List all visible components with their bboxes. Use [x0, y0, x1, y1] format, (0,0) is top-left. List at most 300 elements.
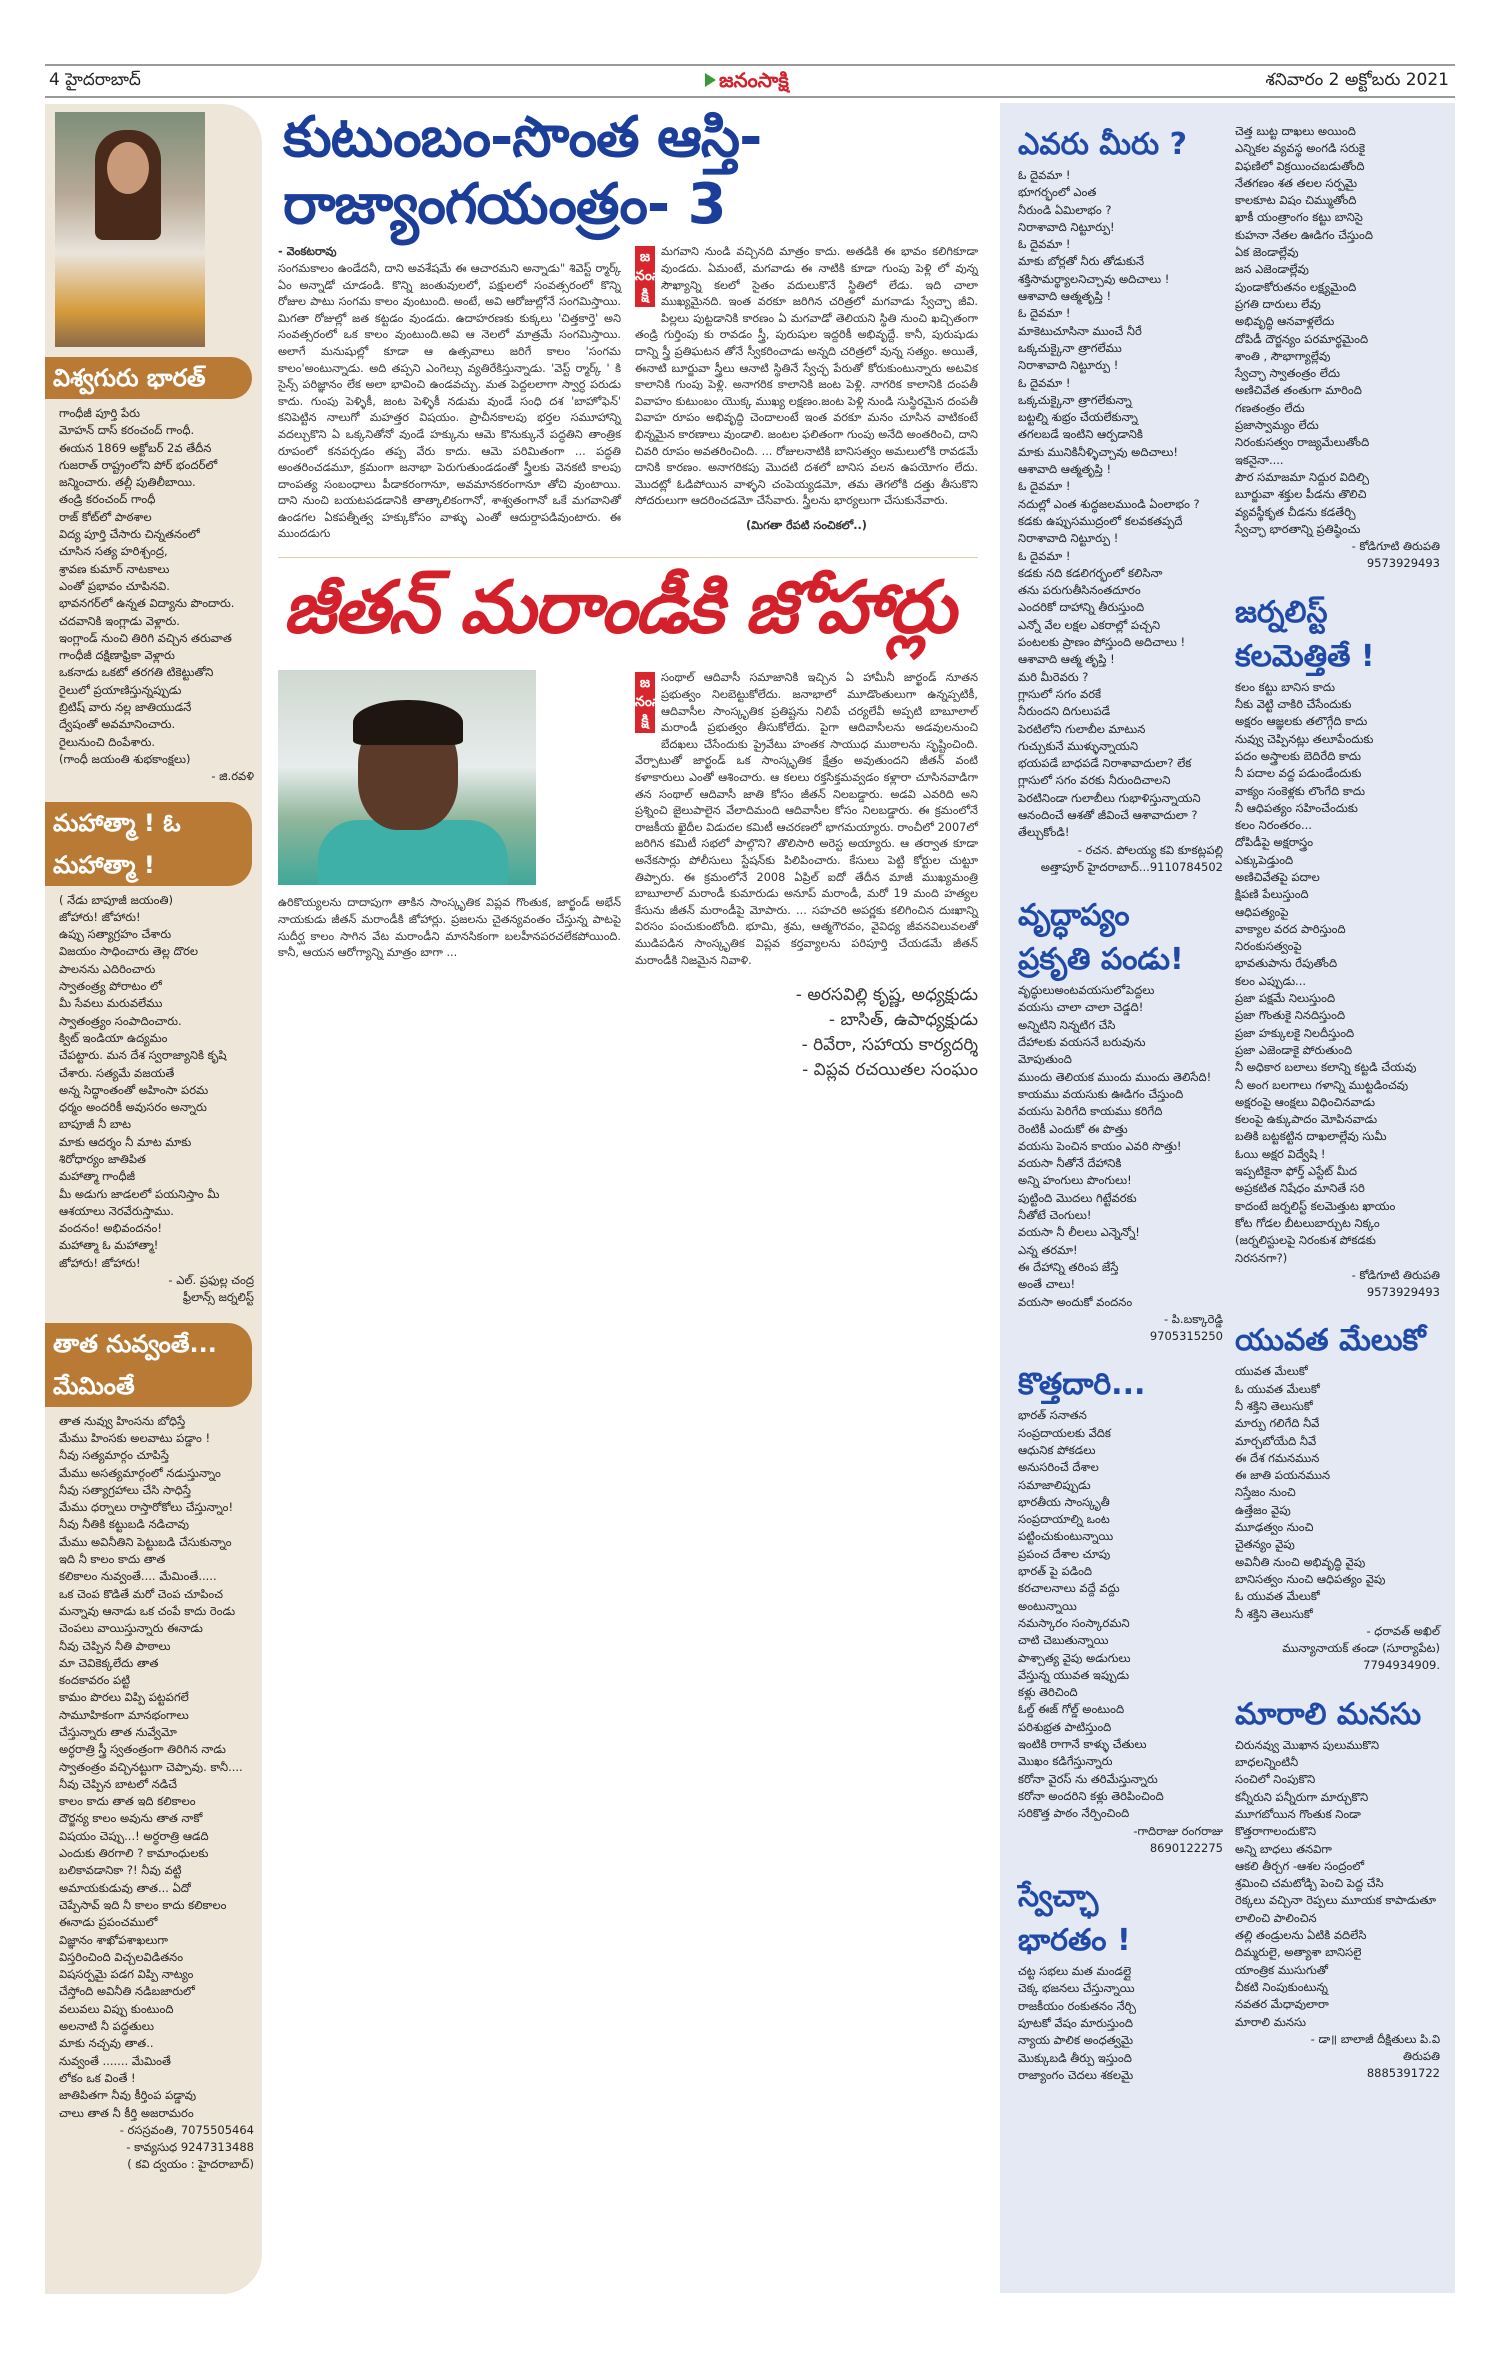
article2-column-2	[635, 670, 978, 1083]
poem-line: నీ ఆధిపత్యం సహించేందుకు	[1235, 800, 1358, 815]
poem-title: మారాలి మనసు	[1235, 1696, 1422, 1732]
poem-author: -గాదిరాజు రంగరాజు	[1133, 1823, 1223, 1838]
poem-line: మాకు నచ్చవు తాత..	[59, 2036, 154, 2051]
poem-line: సంచిలో నింపుకొని	[1235, 1772, 1316, 1787]
poem-line: గుచ్చుకునే ముళ్ళున్నాయని	[1018, 738, 1139, 753]
poem-title: ఎవరు మీరు ?	[1018, 127, 1188, 162]
poem-line: అప్రకటిత నిషేధం మానితే సరి	[1235, 1181, 1365, 1196]
poem-line: మాకెటుచూసినా ముంచే నీరే	[1018, 323, 1142, 338]
poem-line: శక్తిసామర్థ్యాలనిచ్చావు అదిచాలు !	[1018, 271, 1170, 286]
poem-line: బ్రిటిష్ వారు నల్ల జాతియుడనే	[59, 700, 192, 715]
poem-line: మేము ధర్నాలు రాస్తారోకోలు చేస్తున్నాం!	[59, 1500, 234, 1515]
poem-line: ( నేడు బాపూజీ జయంతి)	[59, 892, 173, 907]
poem-line: స్వేచ్ఛా స్వాతంత్రం లేదు	[1235, 366, 1341, 381]
poem-line: కాయము వయసుకు ఊడిగం చేస్తుంది	[1018, 1086, 1184, 1101]
poem-line: శిరోధార్యం జాతిపిత	[59, 1151, 146, 1166]
signature: - రివేరా, సహాయ కార్యదర్శి	[801, 1035, 978, 1056]
poem-line: లాలించి పాలించిన	[1235, 1910, 1317, 1925]
poem-line: మన్నావు ఆనాడు ఒక చంపే కాదు రెండు	[59, 1603, 236, 1618]
poem-line: న్యాయ పాలిక అంధత్వమై	[1018, 2033, 1134, 2048]
poem-line: పుండాకోరుతనం లక్ష్యమైంది	[1235, 279, 1357, 294]
poem-line: విషసర్పమై పడగ విప్పి నాట్యం	[59, 1967, 194, 1982]
poem-line: భారత్ పై పడింది	[1018, 1564, 1093, 1579]
poem-line: ప్రజా పక్షమే నిలుస్తుంది	[1235, 991, 1336, 1006]
poem-line: వయసా నీ లీలలు ఎన్నెన్నో!	[1018, 1225, 1140, 1240]
poem-author: - డా॥ బాలాజీ దీక్షితులు పి.వి	[1310, 2031, 1440, 2046]
poem-line: రాజ్యాంగం చెదలు శకలమై	[1018, 2067, 1134, 2082]
poem-line: మరి మీరెవరు ?	[1018, 669, 1089, 684]
article1-text-2: మగవాని నుండి వచ్చినది మాత్రం కాదు. అతడికి ఈ భావం కలిగికూడా వుండదు. ఏమంటే, మగవాడు ఈ నాటికి కూడా గుంపు పెళ్లి లో వున్న సౌఖ్యాన్ని కలలో సైతం వదులుకొనే స్థితిలో లేడు. ఇది చాలా ముఖ్యమైనది. ఇంత వరకూ జరిగిన చరిత్రలో మగవాడు స్వేచ్ఛా జీవి. పిల్లలు పుట్టడానికి కారణం ఏ మగవాడో తెలియని స్థితి నుంచి ఖచ్చితంగా తండ్రి గుర్తింపు కు రావడం స్త్రీ, పురుషుల ఇద్దరికీ అభివృద్దే. కానీ, పురుషుడు దాన్ని స్త్రీ ప్రతిఘటన తోనే స్వీకరించాడు అన్నది చరిత్రలో వున్న సత్యం. అయితే, ఈనాటి బూర్జువా స్త్రీలు ఆనాటి స్థితినే స్వేచ్ఛ పేరుతో కోరుకుంటున్నారు అటవిక కాలానికి గుంపు పెళ్లి. అనాగరిక కాలానికి జంట పెళ్లి. నాగరిక కాలానికి దంపతీ వివాహం కుటుంబం యొక్క ముఖ్య లక్షణం.జంట పెళ్లి నుండి సుస్థిరమైన దంపతీ వివాహ రూపం అభివృద్ధి చెందాలంటే ఇంత వరకూ మనం చూసిన వాటికంటే భిన్నమైన కారణాలు వుండాలి. జంటల ఫలితంగా గుంపు అనేది అంతరించి, దాని చివరి రూపం అవతరించింది. ... రోజులనాటికి బానిసత్వం అమలులోకి రావడమే దానికి కారణం. అనాగరికపు మొదటి దశలో బానిస వలన ఉపయోగం లేదు. మొదట్లో ఓడిపోయిన వాళ్ళని చంపెయ్యడమో, తమ తెగలోకి దత్తు తీసుకొని సోదరులుగా ఆదరించడమో చేసేవారు. స్త్రీలను భార్యలుగా చేసుకునేవారు.	[635, 245, 978, 508]
signature: - అరసవిల్లి కృష్ణ, అధ్యక్షుడు	[795, 985, 978, 1006]
poem-author: ( కవి ద్వయం : హైదరాబాద్)	[127, 2157, 254, 2172]
poem-line: చెప్పేసావ్ ఇది నీ కాలం కాదు కలికాలం	[59, 1897, 227, 1912]
poem-line: కలం నిరంతరం...	[1235, 818, 1312, 833]
signature: - బాసిత్, ఉపాధ్యక్షుడు	[828, 1010, 978, 1031]
poem-line: నమస్కారం సంస్కారమని	[1018, 1615, 1130, 1630]
poem-line: అంటున్నాయి	[1018, 1598, 1077, 1613]
poem-line: రాజకీయం రంకుతనం నేర్చి	[1018, 1998, 1136, 2013]
poem-line: బానిసత్వం నుంచి ఆధిపత్యం వైపు	[1235, 1571, 1386, 1586]
poem-block	[1018, 123, 1223, 876]
poem-line: చేశారు. సత్యమే వజయతే	[59, 1065, 175, 1080]
poem-line: చెంపలు వాయిస్తున్నారు ఈనాడు	[59, 1621, 203, 1636]
poem-line: నీవు సత్యమార్గం చూపిస్తే	[59, 1448, 169, 1463]
poem-line: ఆశయాలు నెరవేరుస్తాము.	[59, 1203, 174, 1218]
article2-text-2: సంథాల్ ఆదివాసీ సమాజానికి ఇచ్చిన ఏ హామీనీ జార్ఖండ్ నూతన ప్రభుత్వం నిలబెట్టుకోలేదు. జనాభాలో మూడొంతులుగా ఉన్నప్పటికీ, ఆదివాసీల సాంస్కృతిక ప్రతిష్టను నిలిపే చర్యలేవీ అప్పటి బాబూలాల్ మరాండీ ప్రభుత్వం తీసుకోలేదు. పైగా ఆదివాసీలను అడవులనుంచి బేదఖలు చేసేందుకు ప్రైవేటు హంతక సాయుధ ముఠాలను సృష్టించింది. వేర్పాటుతో జార్ఖండ్ ఒక సాంస్కృతిక క్షేత్రం అవుతుందని జీతన్ వంటి కళాకారులు ఎంతో ఆశించారు. ఆ కలలు రక్తసిక్తమవ్వడం కళ్లారా చూసినవాడిగా తన సంథాల్ ఆదివాసీ జాతి కోసం జీతన్ నిలబడ్డారు. అడవి ఎవరిది అని ప్రశ్నించి జైలుపాలైన వేలాదిమంది ఆదివాసీల కోసం నిలబడ్డారు. ఈ క్రమంలోనే రాజకీయ ఖైదీల విడుదల కమిటీ ఆచరణలో భాగమయ్యారు. రాంచీలో 2007లో జరిగిన కమిటీ సభలో పాల్గొని? తొలిసారి అరెస్ట అయ్యారు. ఆ తర్వాత కూడా అనేకసార్లు పోలీసులు స్టేషన్‌కు పిలిపించారు. కేసులు పెట్టి కోర్టుల చుట్టూ తిప్పారు. ఈ క్రమంలోనే 2008 ఏప్రిల్ ఐదో తేదీన మాజీ ముఖ్యమంత్రి బాబూలాల్ మరాండీ కుమారుడు అనూప్ మరాండీ, మరో 19 మంది హత్యల కేసును జీతన్ మరాండీపై మోపారు. ... సహచరి అపర్ణకు కలిగించిన దుఃఖాన్ని విరసం పంచుకుంటోంది. భూమి, శ్రమ, ఆత్మగౌరవం, వైవిధ్య జీవనవిలువలతో ముడిపడిన సాంస్కృతిక విప్లవ కర్తవ్యాలను పరిపూర్తి చేయడమే జీతన్ మరాండీకి నిజమైన నివాళి.	[635, 671, 978, 967]
poem-line: కందకావరం పట్టి	[59, 1673, 131, 1688]
poem-line: యాంత్రిక ముసుగుతో	[1235, 1962, 1328, 1977]
poem-line: కామం పొరలు విప్పి పట్టపగలే	[59, 1690, 189, 1705]
logo-arrow-icon	[705, 73, 716, 87]
poem-line: ఆశావాది ఆత్మతృప్తి !	[1018, 289, 1112, 304]
poem-author: తిరుపతి	[1403, 2049, 1440, 2064]
poem-line: అన్ని బాధలు తనవిగా	[1235, 1841, 1332, 1856]
article1-headline: కుటుంబం-సొంత ఆస్తి- రాజ్యాంగయంత్రం- 3	[283, 105, 762, 238]
poem-title: ప్రకృతి పండు!	[1018, 942, 1184, 978]
poem-line: బాపూజీ నీ బాట	[59, 1117, 132, 1132]
poem-line: స్వేచ్ఛా భారతాన్ని ప్రతిష్ఠించు	[1235, 521, 1361, 536]
poem-author: 9573929493	[1366, 1285, 1440, 1300]
poem-line: ఇకనైనా....	[1235, 452, 1284, 467]
poem-line: మోహన్ దాస్ కరంచంద్ గాంధీ.	[59, 423, 195, 438]
poem-line: ఓ దైవమా !	[1018, 548, 1071, 563]
poem-author: - రచన. పోలయ్య కవి కూకట్లపల్లి	[1077, 842, 1223, 857]
poem-line: ముందు తెలియక ముందు ముందు తెలిసేది!	[1018, 1069, 1212, 1084]
poem-line: దోపిడీపై అక్షరాస్త్రం	[1235, 835, 1314, 850]
poem-line: నీ అంగ బలగాలు గళాన్ని ముట్టడించవు	[1235, 1077, 1409, 1092]
poem-line: మార్పు గలిగేది నీవే	[1235, 1416, 1320, 1431]
poem-line: నీతోటే చెంగులు!	[1018, 1208, 1092, 1223]
poem-line: రెక్కలు వచ్చినా రెప్పలు మూయక కాపాడుతూ	[1235, 1893, 1437, 1908]
poem-line: ఒకనాడు ఒకటో తరగతి టికెట్టుతోని	[59, 665, 214, 680]
poem-block	[1235, 591, 1440, 1302]
poem-line: ఆధునిక పోకడలు	[1018, 1443, 1096, 1457]
poem-line: చైతన్యం వైపు	[1235, 1537, 1295, 1552]
poem-line: మేము అసత్యమార్గంలో నడుస్తున్నాం	[59, 1465, 221, 1480]
poem-line: నీవు చెప్పిన నీతి పాఠాలు	[59, 1638, 171, 1653]
poem-line: విఫణిలో విక్రయించబడుతోంది	[1235, 158, 1365, 173]
poem-line: విజయం సాధించారు తెల్ల దొరల	[59, 944, 199, 959]
poem-line: రాజ్ కోట్‌లో పాఠశాల	[59, 509, 152, 524]
poem-line: అనుసరించే దేశాల	[1018, 1460, 1099, 1475]
poem-title: జర్నలిస్ట్	[1235, 594, 1328, 630]
poem-line: అలనాటి నీ పద్ధతులు	[59, 2019, 154, 2034]
poem-author: - ధరావత్ అఖిల్	[1366, 1623, 1440, 1638]
article2-signatures	[635, 983, 978, 1083]
poem-line: శ్రావణ కుమార్ నాటకాలు	[59, 561, 170, 576]
poem-line: ఎంతో ప్రభావం చూపినవి.	[59, 578, 170, 593]
poem-author: ఫ్రీలాన్స్ జర్నలిస్ట్	[182, 1290, 254, 1305]
poem-line: ఓ యువత మేలుకో	[1235, 1381, 1320, 1396]
poem-line: వయసు పెరిగేది కాయము కరిగేది	[1018, 1104, 1163, 1119]
poem-line: ఒక చెంప కొడితే మరో చెంప చూపించ	[59, 1586, 223, 1601]
poem-line: విద్య పూర్తి చేసారు చిన్నతనంలో	[59, 527, 200, 542]
poem-line: మోపుతుంది	[1018, 1052, 1072, 1067]
poem-line: మాకు మునికినీళ్ళిచ్చావు అదిచాలు!	[1018, 444, 1178, 459]
poem-line: ఆశావాది ఆత్మతృప్తి !	[1018, 462, 1112, 477]
poem-line: విషయం చెప్పు...! అర్ధరాత్రి ఆడది	[59, 1828, 209, 1843]
poem-line: నిరాశావాది నిట్టూర్పు !	[1018, 358, 1119, 373]
poem-line: యువత మేలుకో	[1235, 1364, 1308, 1379]
poem-line: ఎందుకు తిరగాలి ? కామాంధులకు	[59, 1846, 209, 1861]
poet-photo	[55, 112, 205, 347]
article1-column-2	[635, 244, 978, 543]
poem-line: శ్రమించి చమటోడ్చి పెంచి పెద్ద చేసి	[1235, 1876, 1384, 1891]
poem-line: పంటలకు ప్రాణం పోస్తుంది అదిచాలు !	[1018, 635, 1186, 650]
poem-line: చాటి చెబుతున్నాయి	[1018, 1633, 1109, 1648]
poem-line: నేతగణం శత తలల సర్పమై	[1235, 175, 1358, 190]
poem-line: నీవు నీతికి కట్టుబడి నడిచావు	[59, 1517, 189, 1532]
poem-line: సరికొత్త పాఠం నేర్పించింది	[1018, 1806, 1130, 1821]
poem-line: కడకు ఉప్పుసముద్రంలో కలవకతప్పదే	[1018, 513, 1183, 528]
poem-line: పెరటిలోని గులాబీల మాటున	[1018, 721, 1146, 736]
article2-text-1: ఉరికొయ్యలను దాదాపుగా తాకిన సాంస్కృతిక విప్లవ గొంతుక, జార్ఖండ్ అభేన్ నాయకుడు జీతన్ మరాండీకి జోహార్లు. ప్రజలను చైతన్యవంతం చేస్తున్న పాటపై సుదీర్ఘ కాలం సాగిన వేట మరాండీని మానసికంగా బలహీనపరచలేకపోయింది. కానీ, ఆయన ఆరోగ్యాన్ని మాత్రం బాగా ...	[278, 896, 621, 960]
right-poetry-box	[1000, 103, 1455, 2293]
poem-line: మొక్కుబడి తీర్పు ఇస్తుంది	[1018, 2050, 1132, 2065]
poem-line: కాలకూట విషం చిమ్ముతోంది	[1235, 193, 1357, 208]
poem-author: - పి.బక్కారెడ్డి	[1163, 1311, 1223, 1326]
poem-line: వాక్యం సంకెళ్లకు లొంగేది కాదు	[1235, 783, 1365, 798]
poem-author: 8885391722	[1366, 2066, 1440, 2081]
poem-line: ఎన్న తరమా!	[1018, 1242, 1078, 1257]
poem-title: యువత మేలుకో	[1235, 1323, 1426, 1359]
poem-line: దోపిడీ దౌర్జన్యం పరమార్థమైంది	[1235, 331, 1369, 346]
poem-line: దేహాలకు వయసనే బరువును	[1018, 1035, 1146, 1050]
poem-line: గాంధీజీ దక్షిణాఫ్రికా వెళ్లారు	[59, 648, 175, 663]
poem-line: గణతంత్రం లేదు	[1235, 400, 1305, 415]
poem-line: సామూహికంగా మానభంగాలు	[59, 1707, 189, 1722]
poem-line: మాకు బోర్లతో నీరు తోడుకునే	[1018, 254, 1145, 269]
poem-line: కరోనా అందరిని కళ్లు తెరిపించింది	[1018, 1788, 1164, 1803]
poem-line: మార్చబోయేది నీవే	[1235, 1433, 1317, 1448]
poem-line: బూర్జువా శక్తుల పీడను తొలిచి	[1235, 487, 1367, 502]
poem-line: కలం ఎప్పుడు...	[1235, 973, 1307, 988]
poem-line: వయసా నీతోనే దేహానికి	[1018, 1156, 1122, 1171]
poem-line: నిరాశావాది నిట్టూర్పు !	[1018, 531, 1119, 546]
poem-line: క్విట్ ఇండియా ఉద్యమం	[59, 1030, 168, 1045]
signature: - విప్లవ రచయితల సంఘం	[802, 1060, 978, 1081]
article2-column-1	[278, 670, 621, 1083]
poem-line: వలువలు విప్పు కుంటుంది	[59, 2001, 174, 2016]
poem-line: ప్రపంచ దేశాల చూపు	[1018, 1546, 1111, 1561]
article1-byline: - వెంకటరావు	[278, 245, 337, 259]
poem-line: పాశ్చాత్య వైపు అడుగులు	[1018, 1650, 1131, 1665]
poem-line: నీ శక్తిని తెలుసుకో	[1235, 1606, 1313, 1621]
poem-line: కరోనా వైరస్ ను తరిమేస్తున్నారు	[1018, 1771, 1158, 1786]
poem-line: ప్రజా హక్కులకై నిలదీస్తుంది	[1235, 1025, 1355, 1040]
newspaper-logo	[705, 68, 789, 97]
poem-line: స్వాతంత్రం వచ్చినట్టుగా చెప్పావు. కానీ....	[59, 1759, 243, 1774]
poem-line: వృద్ధులుఅంటవయసులోపెద్దలు	[1018, 983, 1155, 998]
poem-line: జన ఎజెండాల్లేవు	[1235, 262, 1309, 277]
poem-line: ప్రజాస్వామ్యం లేదు	[1235, 418, 1319, 433]
poem-line: ఓయి అక్షర విద్వేషి !	[1235, 1146, 1326, 1161]
poem-line: ఆకలి తీర్చగ -ఆశల సంద్రంలో	[1235, 1858, 1365, 1873]
poem-line: వయసా అందుకో వందనం	[1018, 1294, 1133, 1309]
poem-line: అర్ధరాత్రి స్త్రీ స్వతంత్రంగా తిరిగిన నాడు	[59, 1742, 226, 1757]
poem-line: కోట గోడల బీటలుబార్చుట నిక్కం	[1235, 1215, 1380, 1230]
poem-line: నీ పదాల వద్ద పడుండేందుకు	[1235, 766, 1362, 781]
poem-line: ఓ యువత మేలుకో	[1235, 1589, 1320, 1604]
right-poetry-column-2	[1235, 123, 1440, 2101]
left-poetry-column	[45, 104, 262, 2294]
poem-line: సంప్రదాయలకు వేదిక	[1018, 1425, 1111, 1440]
poem-line: చూసిన సత్య హరిశ్చంద్ర,	[59, 544, 168, 559]
poem-line: మా చెవికెక్కలేదు తాత	[59, 1655, 159, 1670]
poem-line: భయపడే బాధపడే నిరాశావాదులా? లేక	[1018, 756, 1192, 771]
poem-line: అన్ని హంగులు పొంగులు!	[1018, 1173, 1132, 1188]
poem-line: మూఢత్వం నుంచి	[1235, 1520, 1314, 1535]
poem-line: తండ్రి కరంచంద్ గాంధీ	[59, 492, 156, 507]
poem-line: వందనం! అభివందనం!	[59, 1221, 163, 1236]
poem-line: కలికాలం నువ్వంతే.... మేమింతే.....	[59, 1569, 217, 1584]
poem-line: ఉత్తేజం వైపు	[1235, 1502, 1291, 1517]
poem-line: స్వాతంత్ర్య పోరాటం లో	[59, 979, 162, 994]
poem-line: శాంతి , సౌభాగ్యాల్లేవు	[1235, 348, 1331, 363]
poem-title: మహాత్మా ! ఓ మహాత్మా !	[45, 802, 252, 886]
poem-line: చేస్తున్నారు తాత నువ్వేమో	[59, 1725, 177, 1739]
poem-block	[1235, 1693, 1440, 2083]
poem-line: ఈయన 1869 అక్టోబర్ 2వ తేదీన	[59, 440, 212, 455]
poem-line: తాత నువ్వు హింసను బోధిస్తే	[59, 1413, 186, 1428]
poem-line: వేస్తున్న యువత ఇప్పుడు	[1018, 1667, 1130, 1682]
poem-line: చట్ట సభలు మత మండల్లై	[1018, 1964, 1132, 1979]
article2-body	[278, 670, 978, 1083]
poem-author: - కావ్యసుధ 9247313488	[126, 2140, 254, 2155]
poem-line: కన్నీరుని పన్నీరుగా మార్చుకొని	[1235, 1789, 1369, 1804]
poem-line: మహాత్మా ఓ మహాత్మా!	[59, 1238, 159, 1253]
poem-line: స్వాతంత్ర్యం సంపాదించారు.	[59, 1013, 182, 1028]
article2-section-tag: జనంసాక్షి	[635, 672, 655, 733]
poem-line: సంప్రదాయాల్ని ఒంట	[1018, 1512, 1110, 1527]
poem-line: ఉప్పు సత్యాగ్రహం చేశారు	[59, 927, 172, 942]
poem-line: చెక్క భజనలు చేస్తున్నాయి	[1018, 1981, 1135, 1996]
poem-author: - కోడిగూటి తిరుపతి	[1351, 539, 1440, 554]
poem-line: కొత్తరాగాలందుకొని	[1235, 1824, 1317, 1839]
poem-line: అంతే చాలు!	[1018, 1277, 1076, 1292]
poem-line: పౌర సమాజమా నిద్దుర విదిల్చి	[1235, 469, 1370, 484]
poem-line: మీ అడుగు జాడలలో పయనిస్తాం మీ	[59, 1186, 220, 1201]
masthead	[45, 64, 1455, 98]
poem-line: జోహారు! జోహారు!	[59, 909, 141, 924]
poem-author: అత్తాపూర్ హైదరాబాద్...9110784502	[1040, 859, 1223, 874]
poem-line: పదం అస్త్రాలకు బెదిరేది కాదు	[1235, 748, 1362, 763]
poem-line: తేల్చుకోండి!	[1018, 825, 1070, 840]
poem-line: గుజరాత్ రాష్ట్రంలోని పోర్ భందర్‌లో	[59, 457, 218, 472]
poem-line: విస్తరించింది విచ్చలవిడితనం	[59, 1949, 184, 1964]
poem-line: మూగబోయిన గొంతుక నిండా	[1235, 1806, 1361, 1821]
poem-line: రైలునుంచి దింపేశారు.	[59, 734, 156, 749]
poem-author: మున్యానాయక్ తండా (సూర్యాపేట)	[1282, 1641, 1440, 1656]
poem-line: నిరసనగా?)	[1235, 1250, 1288, 1265]
poem-line: మొఖం కడిగేస్తున్నారు	[1018, 1754, 1113, 1769]
poem-line: ఈనాడు ప్రపంచములో	[59, 1915, 158, 1930]
poem-author: 9705315250	[1149, 1329, 1223, 1344]
poem-line: వ్యవస్థీకృత చీడను కడతేర్చి	[1235, 504, 1356, 519]
poem-author: 9573929493	[1366, 556, 1440, 571]
poem-line: (గాంధీ జయంతి శుభకాంక్షలు)	[59, 751, 191, 766]
poem-author: - జి.రవళి	[211, 769, 254, 784]
poem-line: నిస్తేజం నుంచి	[1235, 1485, 1296, 1500]
poem-block	[1018, 894, 1223, 1345]
poem-line: ఇంగ్లాండ్ నుంచి తిరిగి వచ్చిన తరువాత	[59, 630, 232, 645]
poem-line: పుట్టింది మొదలు గిట్టేవరకు	[1018, 1190, 1137, 1205]
article1-column-1	[278, 244, 621, 543]
poem-line: పాలనను ఎదిరించారు	[59, 961, 156, 976]
page-number-city: 4 హైదరాబాద్	[49, 70, 141, 90]
poem-body	[45, 399, 262, 792]
poem-body	[45, 886, 262, 1313]
poem-title: విశ్వగురు భారత్	[45, 357, 252, 399]
poem-line: రెంటికీ ఎందుకో ఈ పొత్తు	[1018, 1121, 1128, 1136]
poem-line: కుహనా నేతల ఊడిగం చేస్తుంది	[1235, 227, 1373, 242]
poem-line: ఈ దేశ గమనమున	[1235, 1450, 1320, 1465]
poem-line: ద్వేషంతో అవమానించారు.	[59, 717, 176, 732]
poem-line: ఎన్నో వేల లక్షల ఎకరాల్లో పచ్చని	[1018, 617, 1161, 632]
poem-line: పరిశుభ్రత పాటిస్తుంది	[1018, 1719, 1112, 1734]
poem-line: ధర్మం అందరికీ అవుసరం అన్నారు	[59, 1100, 207, 1115]
poem-block	[1235, 1319, 1440, 1674]
right-poetry-column-1	[1018, 123, 1223, 2102]
poem-line: మారాలి మనసు	[1235, 2014, 1307, 2029]
poem-line: నదుల్లో ఎంత శుద్ధజలముండి ఏంలాభం ?	[1018, 496, 1200, 511]
poem-line: పట్టించుకుంటున్నాయి	[1018, 1529, 1114, 1544]
poem-line: ఇప్పటికైనా ఫోర్త్ ఎస్టేట్ మీద	[1235, 1164, 1357, 1179]
article1-section-tag: జనంసాక్షి	[635, 246, 655, 307]
poem-line: తను పరుగుతీసినంతదూరం	[1018, 583, 1141, 598]
poem-block	[1018, 1363, 1223, 1857]
poem-line: ఓ దైవమా !	[1018, 375, 1071, 390]
poem-line: ఖాకీ యంత్రాంగం కట్టు బానిసై	[1235, 210, 1363, 225]
poem-line: నీరుండి ఏమిలాభం ?	[1018, 202, 1112, 217]
poem-line: చాలు తాత నీ కీర్తి అజరామరం	[59, 2105, 194, 2120]
poem-line: వయసు పెంచిన కాయం ఎవరి సొత్తు!	[1018, 1138, 1182, 1153]
poem-line: లోకం ఒక వింతే !	[59, 2070, 136, 2085]
poem-author: 8690122275	[1149, 1840, 1223, 1855]
poem-line: గ్లాసులో సగం వరకే	[1018, 686, 1102, 701]
poem-line: నిరంకుసత్వంపై	[1235, 939, 1302, 954]
poem-line: గ్లాసులో సగం వరకు నీరుందిచాలని	[1018, 773, 1171, 788]
poem-line: ఎన్నికల వ్యవస్థ అంగడి సరుకై	[1235, 141, 1365, 156]
poem-line: జోహారు! జోహారు!	[59, 1255, 141, 1270]
continued-note: (మిగతా రేపటి సంచికలో..)	[746, 518, 867, 532]
jeetan-marandi-photo	[278, 670, 536, 885]
poem-line: బలికావడానికా ?! నీవు వట్టి	[59, 1863, 182, 1878]
issue-date: శనివారం 2 అక్టోబరు 2021	[1265, 70, 1449, 90]
middle-articles	[278, 104, 978, 1083]
poem-line: ఈ దేహాన్ని తరింప జేస్తే	[1018, 1259, 1119, 1274]
poem-line: దిమ్మరులై, అత్యాశా బానిసలై	[1235, 1945, 1362, 1960]
poem-line: తగలబడే ఇంటిని ఆర్పడానికి	[1018, 427, 1143, 442]
poem-line: ఓ దైవమా !	[1018, 237, 1071, 252]
poem-line: నీవు సత్యాగ్రహాలు చేసి సాధిస్తే	[59, 1482, 192, 1497]
poem-line: అన్నిటిని నిన్నటిగ చేసి	[1018, 1017, 1116, 1032]
poem-line: ప్రగతి దారులు లేవు	[1235, 296, 1321, 311]
poem-line: నీ అధికార బలాలు కలాన్ని కట్టడి చేయవు	[1235, 1060, 1417, 1075]
poem-line: అణిచివేతపై పదాల	[1235, 869, 1320, 884]
poem-line: నీ శక్తిని తెలుసుకో	[1235, 1399, 1313, 1413]
poem-author: - కోడిగూటి తిరుపతి	[1351, 1267, 1440, 1282]
poem-line: చేపట్టారు. మన దేశ స్వరాజ్యానికి కృషి	[59, 1048, 227, 1063]
poem-line: బట్టల్ని శుభ్రం చేయలేకున్నా	[1018, 410, 1138, 425]
article1-body	[278, 244, 978, 543]
poem-line: రైలులో ప్రయాణిస్తున్నప్పుడు	[59, 682, 182, 697]
poem-line: జాతిపితగా నీవు కీర్తింప పడ్డావు	[59, 2088, 197, 2103]
article1-text-1: సంగమకాలం ఉండేదనీ, దాని అవశేషమే ఈ ఆచారమని అన్నాడు" శివెస్ట్ ర్మార్క్ ఏం అన్నాడో చూడండి. కొన్ని జంతువులలో, పక్షులలో సంవత్సరంలో కొన్ని రోజుల పాటు సంగమ కాలం వుంటుంది. అంటే, అవి ఆరోజుల్లోనే సంగమిస్తాయి. మిగతా రోజుల్లో జత కట్టడం వుండదు. ఉదాహరణకు కుక్కలు 'చిత్తకార్తె' అని సంవత్సరంలో ఒక కాలం వుంటుంది.అవి ఆ నెలలో మాత్రమే సంగమిస్తాయి. అలాగే మనుషుల్లో కూడా ఆ ఉత్సవాలు జరిగే కాలం 'సంగమ కాలం'అంటున్నాడు. అది తప్పని ఎంగెల్సు వ్యతిరేకిస్తున్నాడు. 'వెస్ట్ ర్మార్క్ ' కి సైన్స్ పరిజ్ఞానం లేక అలా భావించి ఉండవచ్చు. మత పెద్దలలాగా స్వార్ధ పరుడు కాదు. గుంపు పెళ్ళికీ, జంట పెళ్ళికీ నడుమ వుండే సంధి దశ 'బాహోఫెన్' కనిపెట్టిన నాలుగో మహత్తర విషయం. ప్రాచీనకాలపు భర్తల సమూహాన్ని వదల్చుకొని ఏ ఒక్కనితోనో వుండే హక్కును ఆమె కొనుక్కునే పద్ధతిని తాంత్రిక రూపంలో కనపర్చడం తప్ప వేరు కాదు. ఆమె పరిమితంగా ... పద్ధతి అంతరించడమూ, క్రమంగా జనాభా పెరుగుతుండడంతో స్త్రీలకు వెనకటి కాలపు దాంపత్య సంబంధాలు పీడాకరంగానూ, అవమానకరంగానూ తోచి వుంటాయి. దాని నుంచి బయటపడడానికి తాత్కాలికంగానో, శాశ్వతంగానో ఒకే మగవానితో ఉండగల ఏకపత్నీత్వ హక్కుకోసం వాళ్ళు ఎంతో ఆదుర్దాపడివుంటారు. ఈ ముందడుగు	[278, 261, 621, 541]
poem-line: కరచాలనాలు వద్దే వద్దు	[1018, 1581, 1120, 1596]
poem-line: దౌర్జన్య కాలం అవును తాత నాకో	[59, 1811, 203, 1826]
poem-line: ఓ దైవమా !	[1018, 479, 1071, 494]
poem-line: వాక్యాల వరద పారిస్తుంది	[1235, 921, 1346, 936]
poem-line: అణిచివేత తంతుగా మారింది	[1235, 383, 1362, 398]
poem-line: కలంపై ఉక్కుపాదం మోపినవాడు	[1235, 1112, 1378, 1127]
poem-line: బాధలన్నింటినీ	[1235, 1755, 1299, 1770]
poem-line: అవినీతి నుంచి అభివృద్ధి వైపు	[1235, 1554, 1366, 1569]
poem-line: చెత్త బుట్ట దాఖలు అయింది	[1235, 124, 1356, 138]
article2-headline: జీతన్ మరాండీకి జోహార్లు	[283, 565, 954, 650]
poem-line: నీకు వెట్టి చాకిరి చేసేందుకు	[1235, 697, 1352, 712]
poem-line: నవతర మేధావులారా	[1235, 1997, 1329, 2012]
poem-line: వయసు చాలా చాలా చెడ్డది!	[1018, 1000, 1144, 1015]
poem-line: ఆధిపత్యంపై	[1235, 904, 1289, 919]
poem-line: అభివృద్ధి ఆనవాళ్లలేదు	[1235, 314, 1335, 329]
poem-line: గాంధీజీ పూర్తి పేరు	[59, 406, 140, 420]
poem-line: కాదంటే జర్నలిస్ట్ కలమెత్తుట ఖాయం	[1235, 1198, 1396, 1213]
poem-line: అక్షరం ఆజ్ఞలకు తలొగ్గేది కాదు	[1235, 714, 1368, 729]
poem-line: క్షిపణి పేలుస్తుంది	[1235, 887, 1309, 902]
poem-line: సమాజాలిప్పుడు	[1018, 1477, 1091, 1492]
poem-line: మాకు ఆదర్శం నీ మాట మాకు	[59, 1134, 192, 1149]
poem-line: మీ సేవలు మరువలేము	[59, 996, 163, 1011]
poem-line: మహాత్మా గాంధీజీ	[59, 1169, 136, 1184]
poem-title: కలమెత్తితే !	[1235, 638, 1375, 674]
poem-line: భారత్ సనాతన	[1018, 1408, 1087, 1423]
poem-line: పెరటినిండా గులాబీలు గుభాళిస్తున్నాయని	[1018, 790, 1201, 805]
poem-line: కలం కట్టు బానిస కాదు	[1235, 679, 1335, 694]
poem-line: ఓల్డ్ ఈజ్ గోల్డ్ అంటుంది	[1018, 1702, 1125, 1717]
poem-line: నువ్వు చెప్పినట్లు తలూపేందుకు	[1235, 731, 1374, 746]
poem-line: ఎందరికో దాహాన్ని తీరుస్తుంది	[1018, 600, 1145, 615]
poem-line: చదవానికి ఇంగ్లాడు వెళ్లారు.	[59, 613, 180, 628]
poem-line: భావతుపాను రేపుతోంది	[1235, 956, 1338, 971]
poem-line: భావనగర్‌లో ఉన్నత విద్యాను పొందారు.	[59, 596, 235, 611]
poem-line: మేము అవినీతిని పెట్టుబడి చేసుకున్నాం	[59, 1534, 232, 1549]
poem-line: అమాయకుడువు తాత... ఏదో	[59, 1880, 191, 1895]
poem-line: కళ్లు తెరిచింది	[1018, 1685, 1078, 1700]
poem-title: వృద్ధాప్యం	[1018, 898, 1130, 934]
poem-line: మేము హింసకు అలవాటు పడ్డాం !	[59, 1430, 211, 1445]
poem-line: నిరంకుసత్వం రాజ్యమేలుతోంది	[1235, 435, 1370, 450]
